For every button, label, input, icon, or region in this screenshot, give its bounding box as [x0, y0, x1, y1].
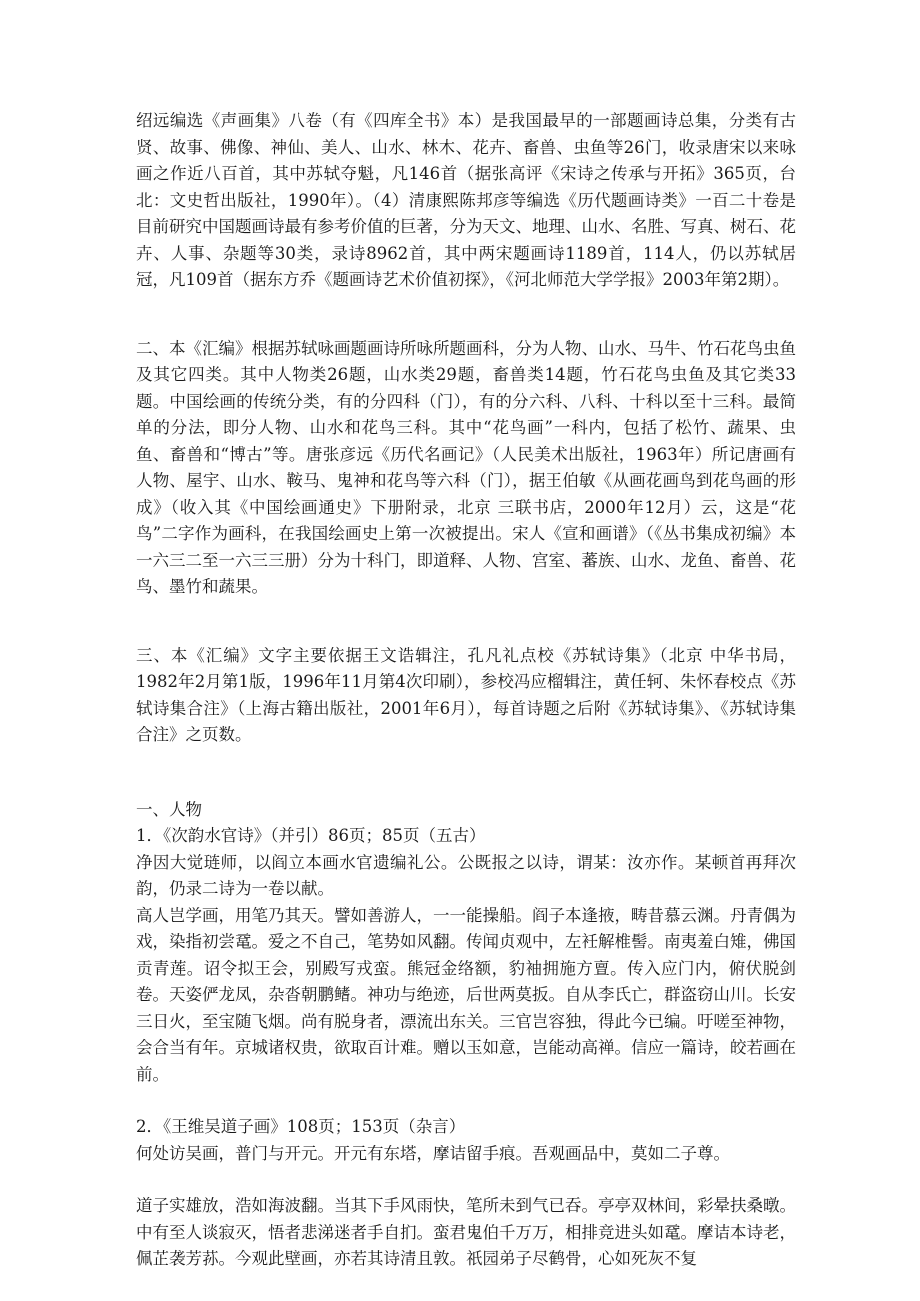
item-preface: 净因大觉琏师，以阎立本画水官遗编礼公。公既报之以诗，谓某：汝亦作。某顿首再拜次韵，仍录二诗为一卷以献。 — [136, 852, 796, 898]
intro-paragraph: 绍远编选《声画集》八卷（有《四库全书》本）是我国最早的一部题画诗总集，分类有古贤、故事、佛像、神仙、美人、山水、林木、花卉、畜兽、虫鱼等26门，收录唐宋以来咏画之作近八百首，其中苏轼夺魁，凡146首（据张高评《宋诗之传承与开拓》365页，台北：文史哲出版社，1990年）。（4）清康熙陈邦彦等编选《历代题画诗类》一百二十卷是目前研究中国题画诗最有参考价值的巨著，分为天文、地理、山水、名胜、写真、树石、花卉、人事、杂题等30类，录诗8962首，其中两宋题画诗1189首，114人，仍以苏轼居冠，凡109首（据东方乔《题画诗艺术价值初探》，《河北师范大学学报》2003年第2期）。 — [136, 111, 796, 289]
spacer — [136, 601, 796, 643]
spacer — [136, 1167, 796, 1193]
spacer — [136, 294, 796, 336]
item-title: 1．《次韵水官诗》（并引）86页；85页（五古） — [136, 826, 486, 845]
item-title: 2．《王维吴道子画》108页；153页（杂言） — [136, 1117, 466, 1136]
item-preface: 何处访吴画，普门与开元。开元有东塔，摩诘留手痕。吾观画品中，莫如二子尊。 — [136, 1143, 730, 1163]
spacer — [136, 1088, 796, 1114]
document-page — [136, 108, 796, 1273]
spacer — [136, 749, 796, 797]
section-heading: 一、人物 — [136, 799, 202, 819]
note-three-paragraph: 三、本《汇编》文字主要依据王文诰辑注，孔凡礼点校《苏轼诗集》（北京 中华书局，1982年2月第1版，1996年11月第4次印刷），参校冯应榴辑注，黄任轲、朱怀春校点《苏轼诗集合注》（上海古籍出版社，2001年6月），每首诗题之后附《苏轼诗集》、《苏轼诗集合注》之页数。 — [136, 645, 796, 744]
item-poem: 道子实雄放，浩如海波翻。当其下手风雨快，笔所未到气已吞。亭亭双林间，彩晕扶桑暾。中有至人谈寂灭，悟者悲涕迷者手自扪。蛮君鬼伯千万万，相排竞进头如鼋。摩诘本诗老，佩芷袭芳荪。今观此壁画，亦若其诗清且敦。祇园弟子尽鹤骨，心如死灰不复 — [136, 1196, 796, 1268]
note-two-paragraph: 二、本《汇编》根据苏轼咏画题画诗所咏所题画科，分为人物、山水、马牛、竹石花鸟虫鱼及其它四类。其中人物类26题，山水类29题，畜兽类14题，竹石花鸟虫鱼及其它类33题。中国绘画的传统分类，有的分四科（门），有的分六科、八科、十科以至十三科。最简单的分法，即分人物、山水和花鸟三科。其中“花鸟画”一科内，包括了松竹、蔬果、虫鱼、畜兽和“博古”等。唐张彦远《历代名画记》（人民美术出版社，1963年）所记唐画有人物、屋宇、山水、鞍马、鬼神和花鸟等六科（门），据王伯敏《从画花画鸟到花鸟画的形成》（收入其《中国绘画通史》下册附录，北京 三联书店，2000年12月）云，这是“花鸟”二字作为画科，在我国绘画史上第一次被提出。宋人《宣和画谱》（《丛书集成初编》本一六三二至一六三三册）分为十科门，即道释、人物、宫室、蕃族、山水、龙鱼、畜兽、花鸟、墨竹和蔬果。 — [136, 338, 796, 596]
item-poem: 高人岂学画，用笔乃其天。譬如善游人，一一能操船。阎子本逢掖，畴昔慕云渊。丹青偶为戏，染指初尝鼋。爱之不自己，笔势如风翻。传闻贞观中，左衽解椎髻。南夷羞白雉，佛国贡青莲。诏令拟王会，别殿写戎蛮。熊冠金络额，豹袖拥施方亶。传入应门内，俯伏脱剑卷。天姿俨龙凤，杂沓朝鹏鳍。神功与绝迹，后世两莫扳。自从李氏亡，群盗窃山川。长安三日火，至宝随飞烟。尚有脱身者，漂流出东关。三官岂容独，得此今已编。吁嗟至神物，会合当有年。京城诸权贵，欲取百计难。赠以玉如意，岂能动高禅。信应一篇诗，皎若画在前。 — [136, 905, 796, 1084]
